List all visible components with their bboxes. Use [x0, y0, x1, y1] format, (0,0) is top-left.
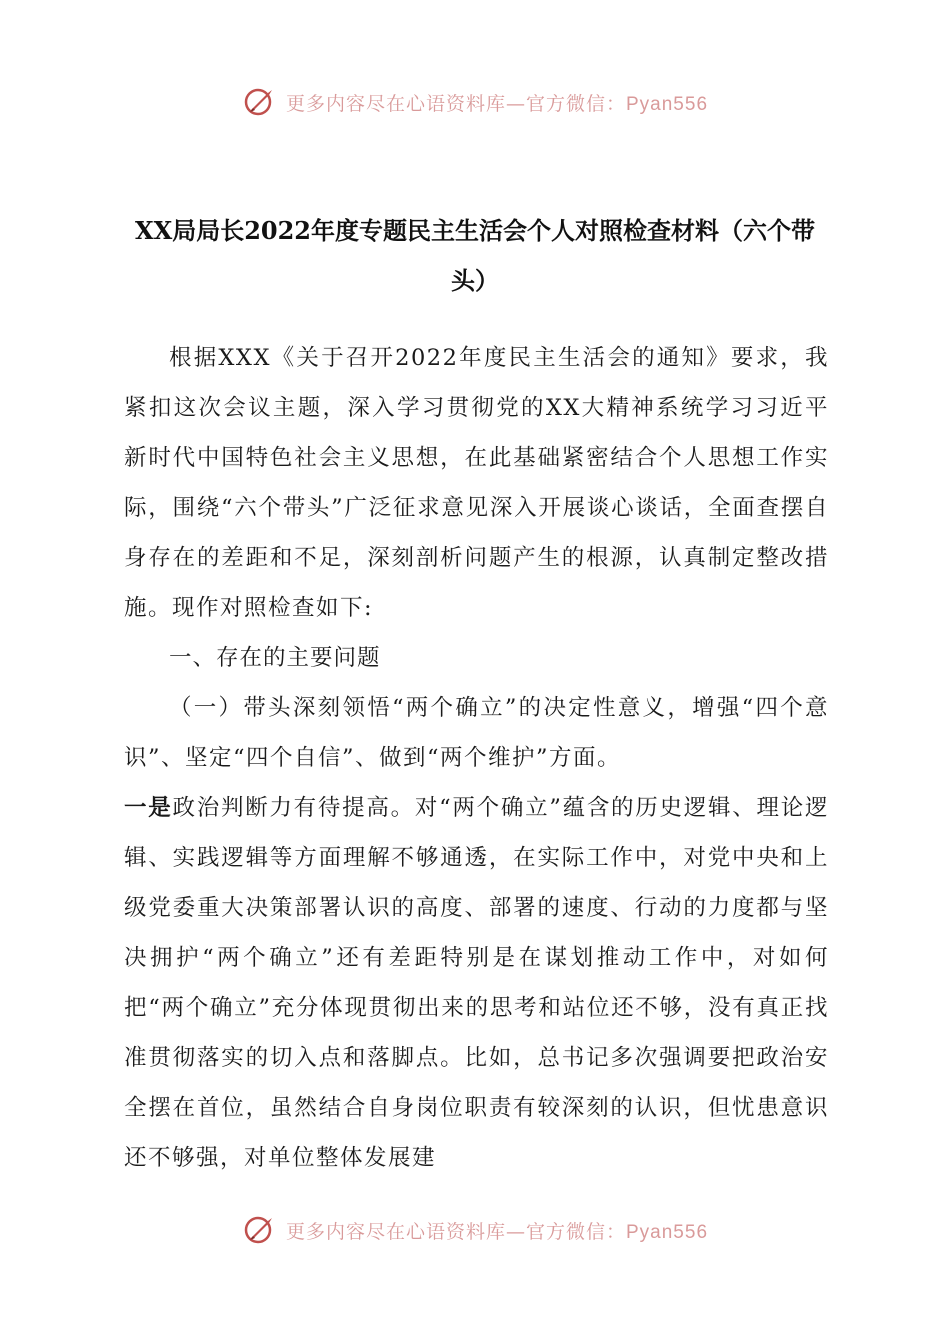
- intro-paragraph: 根据XXX《关于召开2022年度民主生活会的通知》要求，我紧扣这次会议主题，深入学习贯彻党的XX大精神系统学习习近平新时代中国特色社会主义思想，在此基础紧密结合个人思想工作实际，围绕“六个带头”广泛征求意见深入开展谈心谈话，全面查摆自身存在的差距和不足，深刻剖析问题产生的根源，认真制定整改措施。现作对照检查如下:: [124, 345, 829, 621]
- watermark-text: [286, 1217, 708, 1244]
- point-paragraph: [124, 783, 829, 1183]
- watermark-text: [286, 89, 708, 116]
- point-text: 政治判断力有待提高。对“两个确立”蕴含的历史逻辑、理论逻辑、实践逻辑等方面理解不够通透，在实际工作中，对党中央和上级党委重大决策部署认识的高度、部署的速度、行动的力度都与坚决拥护“两个确立”还有差距特别是在谋划推动工作中，对如何把“两个确立”充分体现贯彻出来的思考和站位还不够，没有真正找准贯彻落实的切入点和落脚点。比如，总书记多次强调要把政治安全摆在首位，虽然结合自身岗位职责有较深刻的认识，但忧患意识还不够强，对单位整体发展建: [124, 795, 829, 1171]
- document-body: [124, 333, 829, 1183]
- wechat-id: Pyan556: [626, 93, 709, 115]
- pen-logo-icon: [242, 1212, 278, 1248]
- watermark-label: 更多内容尽在心语资料库—官方微信：: [285, 92, 626, 115]
- subsection-heading: （一）带头深刻领悟“两个确立”的决定性意义，增强“四个意识”、坚定“四个自信”、做到“两个维护”方面。: [124, 695, 829, 771]
- pen-logo-icon: [242, 84, 278, 120]
- document-title: XX局局长2022年度专题民主生活会个人对照检查材料（六个带头）: [134, 216, 816, 295]
- wechat-id: Pyan556: [626, 1221, 709, 1243]
- point-label: 一是: [124, 795, 173, 821]
- footer-watermark: [0, 1208, 950, 1252]
- watermark-label: 更多内容尽在心语资料库—官方微信：: [285, 1220, 626, 1243]
- header-watermark: [0, 80, 950, 124]
- section-heading-problems: 一、存在的主要问题: [169, 645, 381, 671]
